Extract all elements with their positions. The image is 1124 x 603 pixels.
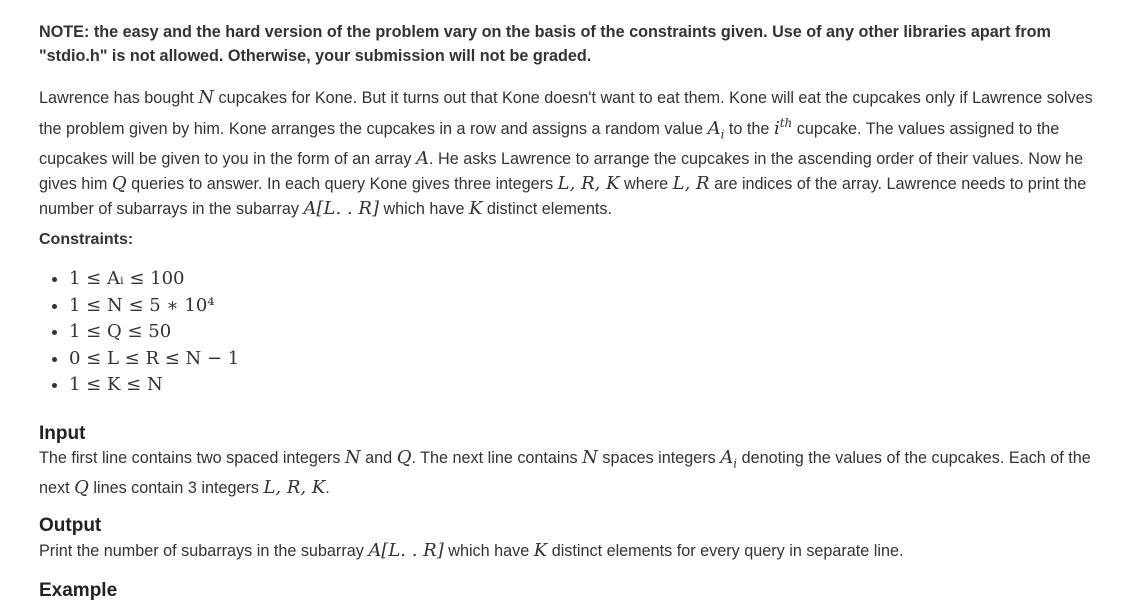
desc-text: Lawrence has bought <box>39 89 194 107</box>
constraint-item: • 1 ≤ Q ≤ 50 <box>69 319 239 346</box>
math-N: N <box>582 447 598 468</box>
desc-text: . He asks Lawrence to arrange the cupcakes in the ascending order of their values. Now he gives him <box>39 150 1084 193</box>
math-sub-i: i <box>733 456 738 471</box>
math-LRK: L, R, K <box>263 476 326 498</box>
desc-text: to the <box>728 119 770 138</box>
output-text: distinct elements for every query in separate line. <box>551 542 904 560</box>
input-heading: Input <box>39 423 86 444</box>
constraint-item: • 1 ≤ K ≤ N <box>69 372 239 399</box>
desc-text: where <box>624 174 669 193</box>
math-A: A <box>416 148 430 170</box>
math-LRK: L, R, K <box>557 172 620 194</box>
input-text: The first line contains two spaced integers <box>39 449 341 467</box>
math-N: N <box>198 87 215 108</box>
constraint-item: • 0 ≤ L ≤ R ≤ N − 1 <box>69 346 239 373</box>
input-text: . <box>325 478 330 497</box>
math-A: A <box>707 117 721 139</box>
output-text: Print the number of subarrays in the subarray <box>39 542 364 560</box>
constraint-item: • 1 ≤ Aᵢ ≤ 100 <box>69 266 239 293</box>
math-K: K <box>533 540 548 561</box>
desc-text: are indices of the array. Lawrence needs to print the number of subarrays in the subarray <box>39 174 1087 218</box>
math-i: i <box>773 117 780 139</box>
input-text: lines contain 3 integers <box>93 478 259 497</box>
math-K: K <box>468 197 483 219</box>
math-Q: Q <box>396 447 412 468</box>
note-paragraph <box>39 20 1109 68</box>
output-heading: Output <box>39 515 102 536</box>
input-paragraph <box>39 446 1109 500</box>
description-paragraph <box>39 86 1114 222</box>
constraints-heading: Constraints: <box>39 231 134 248</box>
input-text: denoting the values of the cupcakes. Each of the next <box>39 449 1091 497</box>
desc-text: cupcake. The values assigned to the cupcakes will be given to you in the form of an array <box>39 119 1060 169</box>
math-A-i <box>720 447 738 471</box>
example-heading: Example <box>39 580 118 601</box>
constraint-item: • 1 ≤ N ≤ 5 ∗ 10⁴ <box>69 293 239 320</box>
math-subarray: A[L. . R] <box>303 197 379 219</box>
math-N: N <box>344 447 361 468</box>
math-Q: Q <box>74 476 89 498</box>
note-label: NOTE: <box>39 23 90 41</box>
math-Q: Q <box>111 172 127 194</box>
constraints-list <box>49 266 239 399</box>
note-text: the easy and the hard version of the problem vary on the basis of the constraints given. Use of any other libraries apart from "stdio.h" is not allowed. Otherwise, your submission will not be graded. <box>39 23 1051 65</box>
desc-text: which have <box>383 199 465 218</box>
output-paragraph <box>39 539 1109 563</box>
desc-text: queries to answer. In each query Kone gives three integers <box>131 174 554 193</box>
next-section-heading-cut <box>39 580 118 601</box>
desc-text: distinct elements. <box>486 199 612 218</box>
math-LR: L, R <box>672 172 710 194</box>
math-subarray: A[L. . R] <box>368 540 444 561</box>
desc-text: cupcakes for Kone. But it turns out that Kone doesn't want to eat them. Kone will eat the cupcakes only if Lawrence solves the problem given by him. Kone arranges the cupcakes in a row and assigns a random value <box>39 89 1093 138</box>
output-text: which have <box>448 542 530 560</box>
math-A: A <box>720 447 734 468</box>
math-ith <box>773 115 793 139</box>
math-A-i <box>707 117 725 142</box>
input-text: spaces integers <box>602 449 716 467</box>
math-sup-th: th <box>779 115 793 130</box>
math-sub-i: i <box>720 127 725 142</box>
input-text: and <box>365 449 393 467</box>
input-text: . The next line contains <box>411 449 578 467</box>
